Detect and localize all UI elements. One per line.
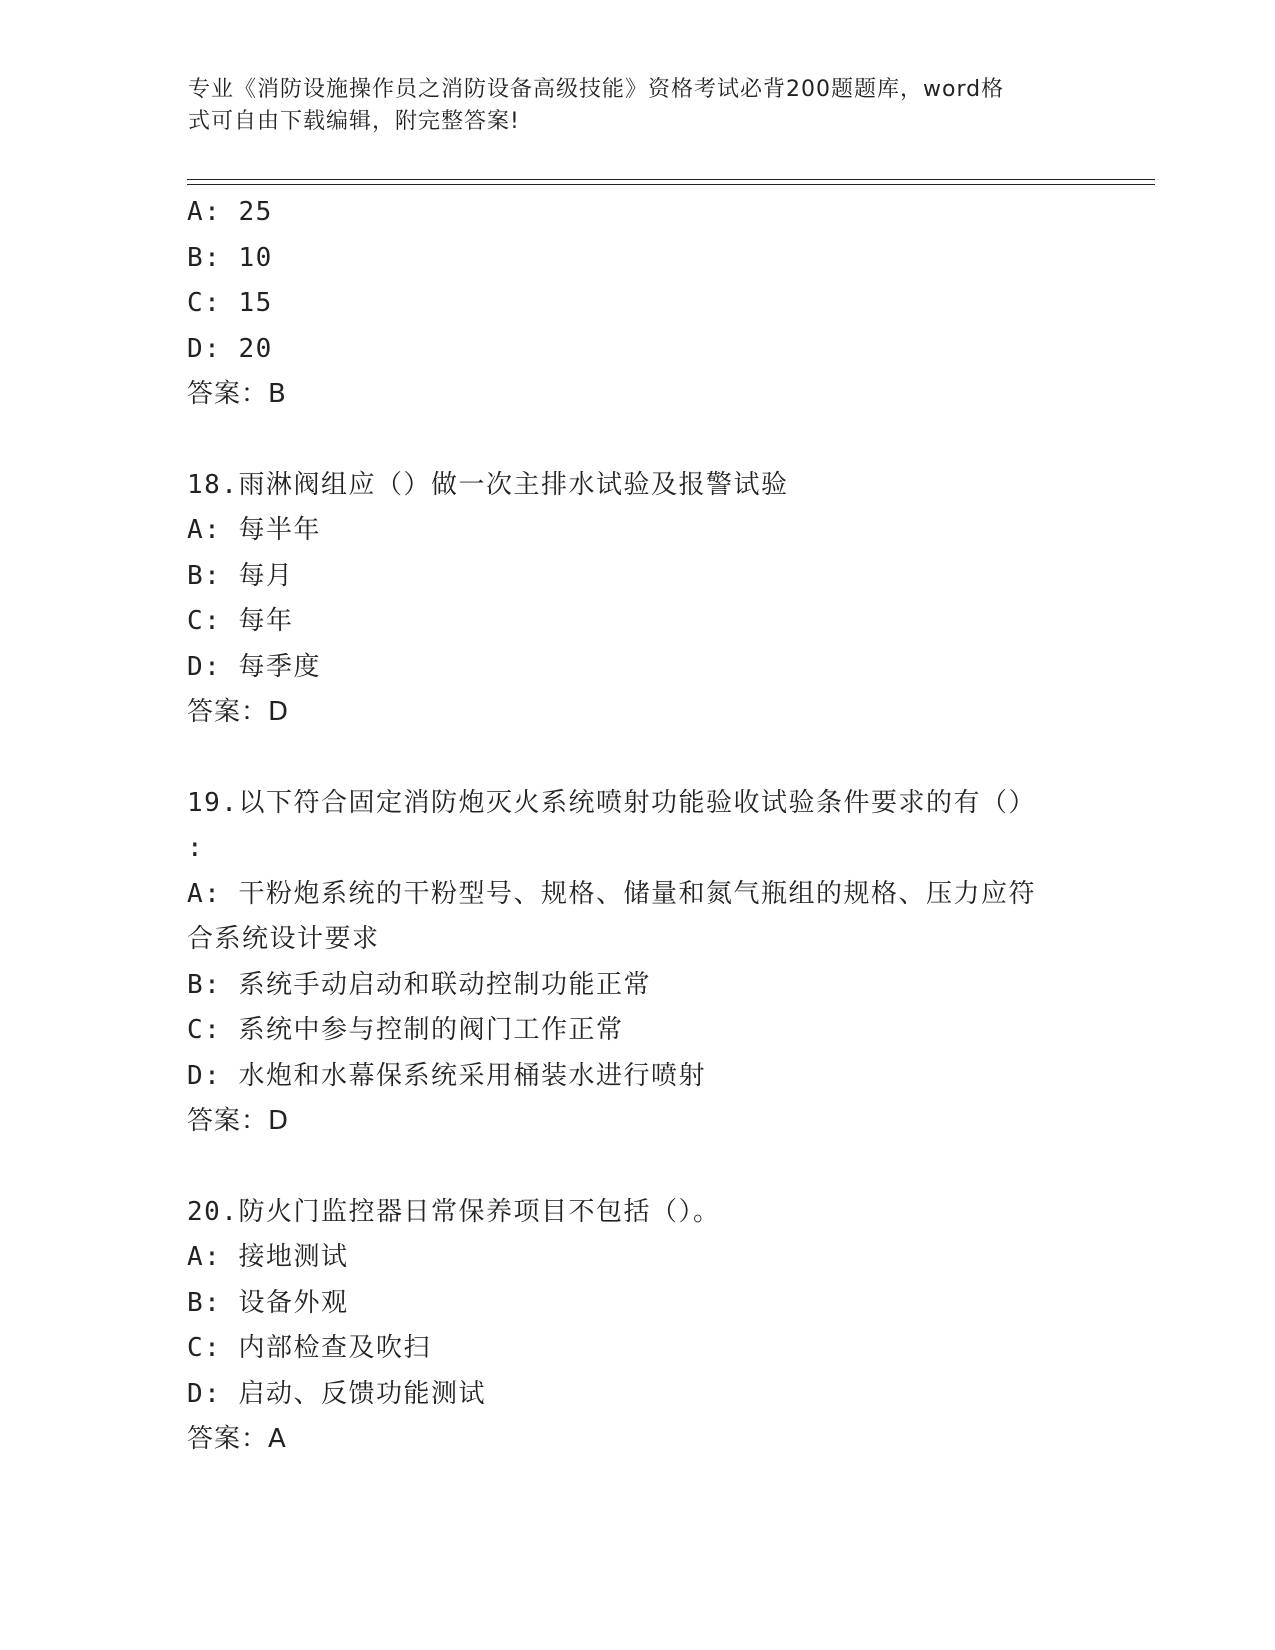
- header-rule-top: [187, 179, 1155, 180]
- answer: 答案：B: [187, 379, 287, 409]
- option-d: D: 水炮和水幕保系统采用桶装水进行喷射: [187, 1060, 706, 1091]
- option-a: A: 接地测试: [187, 1242, 349, 1272]
- option-c: C: 系统中参与控制的阀门工作正常: [187, 1015, 624, 1045]
- option-c: C: 15: [187, 288, 273, 318]
- option-d: D: 启动、反馈功能测试: [187, 1378, 486, 1409]
- answer: 答案：D: [187, 697, 290, 727]
- question-18: [187, 463, 1087, 736]
- question-stem-line-1: 19.以下符合固定消防炮灭火系统喷射功能验收试验条件要求的有（）: [187, 787, 1036, 818]
- option-a-line-2: 合系统设计要求: [187, 924, 380, 954]
- question-list: [187, 190, 1087, 1463]
- header-title-line-2: 式可自由下载编辑，附完整答案!: [188, 109, 520, 134]
- option-d: D: 20: [187, 333, 273, 364]
- option-a: A: 每半年: [187, 515, 321, 545]
- question-stem-line-2: :: [187, 833, 205, 863]
- option-b: B: 10: [187, 242, 273, 273]
- option-b: B: 每月: [187, 560, 294, 591]
- option-b: B: 设备外观: [187, 1287, 349, 1318]
- option-c: C: 每年: [187, 606, 294, 636]
- answer: 答案：D: [187, 1106, 290, 1136]
- spacer: [187, 1145, 1087, 1190]
- option-d: D: 每季度: [187, 651, 321, 682]
- question-stem: 18.雨淋阀组应（）做一次主排水试验及报警试验: [187, 469, 789, 500]
- option-b: B: 系统手动启动和联动控制功能正常: [187, 969, 651, 1000]
- option-a: A: 25: [187, 197, 273, 227]
- option-a-line-1: A: 干粉炮系统的干粉型号、规格、储量和氮气瓶组的规格、压力应符: [187, 878, 1036, 909]
- question-17: [187, 190, 1087, 418]
- option-c: C: 内部检查及吹扫: [187, 1333, 431, 1363]
- answer: 答案：A: [187, 1424, 287, 1454]
- header-title-line-1: 专业《消防设施操作员之消防设备高级技能》资格考试必背200题题库，word格: [188, 77, 1005, 102]
- question-19: [187, 781, 1087, 1145]
- question-20: [187, 1190, 1087, 1463]
- document-header: [188, 74, 1078, 138]
- question-stem: 20.防火门监控器日常保养项目不包括（）。: [187, 1196, 721, 1227]
- spacer: [187, 418, 1087, 463]
- spacer: [187, 736, 1087, 781]
- header-rule-bottom: [187, 184, 1155, 185]
